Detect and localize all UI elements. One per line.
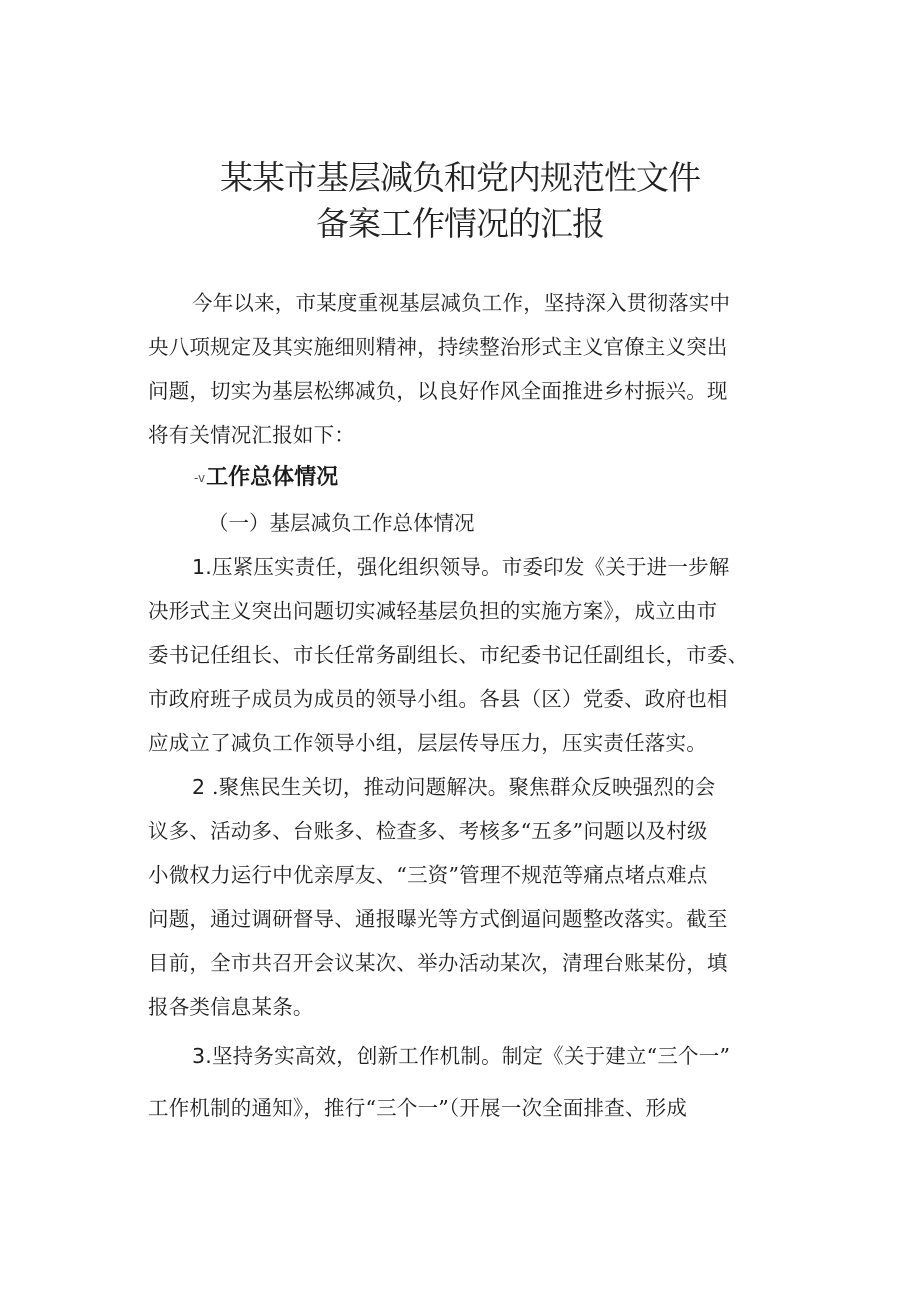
paragraph-line: 工作机制的通知》，推行“三个一”（开展一次全面排查、形成 xyxy=(148,1096,688,1120)
item-2-paragraph xyxy=(148,765,838,1029)
paragraph-line xyxy=(148,765,838,809)
paragraph-line: 将有关情况汇报如下： xyxy=(148,423,355,447)
item-text: .聚焦民生关切，推动问题解决。聚焦群众反映强烈的会 xyxy=(211,775,716,799)
paragraph-line xyxy=(148,545,838,589)
paragraph-line: 应成立了减负工作领导小组，层层传导压力，压实责任落实。 xyxy=(148,731,707,755)
item-3-paragraph xyxy=(148,1030,838,1134)
section-heading xyxy=(194,460,338,491)
paragraph-line: 问题，切实为基层松绑减负，以良好作风全面推进乡村振兴。现 xyxy=(148,379,728,403)
paragraph-line xyxy=(148,1030,838,1082)
subsection-heading: （一）基层减负工作总体情况 xyxy=(208,511,475,535)
document-title-line-1: 某某市基层减负和党内规范性文件 xyxy=(220,158,700,197)
paragraph-line: 今年以来，市某度重视基层减负工作，坚持深入贯彻落实中 xyxy=(192,291,731,315)
item-number: 1. xyxy=(192,555,212,579)
document-title-line-2: 备案工作情况的汇报 xyxy=(316,204,604,243)
paragraph-line: 市政府班子成员为成员的领导小组。各县（区）党委、政府也相 xyxy=(148,687,728,711)
item-text: 压紧压实责任，强化组织领导。市委印发《关于进一步解 xyxy=(211,555,730,579)
paragraph-line: 小微权力运行中优亲厚友、“三资”管理不规范等痛点堵点难点 xyxy=(148,863,708,887)
item-number: 3. xyxy=(192,1044,212,1068)
paragraph-line: 目前，全市共召开会议某次、举办活动某次，清理台账某份，填 xyxy=(148,951,728,975)
paragraph-line: 决形式主义突出问题切实减轻基层负担的实施方案》，成立由市 xyxy=(148,599,718,623)
paragraph-line: 央八项规定及其实施细则精神，持续整治形式主义官僚主义突出 xyxy=(148,335,728,359)
item-text: 坚持务实高效，创新工作机制。制定《关于建立“三个一” xyxy=(211,1044,731,1068)
paragraph-line: 委书记任组长、市长任常务副组长、市纪委书记任副组长，市委、 xyxy=(148,643,749,667)
paragraph-line: 议多、活动多、台账多、检查多、考核多“五多”问题以及村级 xyxy=(148,819,708,843)
section-heading-text: 工作总体情况 xyxy=(206,465,339,490)
section-heading-prefix: -v xyxy=(194,471,206,485)
paragraph-line: 问题，通过调研督导、通报曝光等方式倒逼问题整改落实。截至 xyxy=(148,907,728,931)
item-1-paragraph xyxy=(148,545,838,765)
paragraph-line: 报各类信息某条。 xyxy=(148,995,314,1019)
intro-paragraph xyxy=(148,281,838,457)
item-number: 2 xyxy=(192,775,206,799)
